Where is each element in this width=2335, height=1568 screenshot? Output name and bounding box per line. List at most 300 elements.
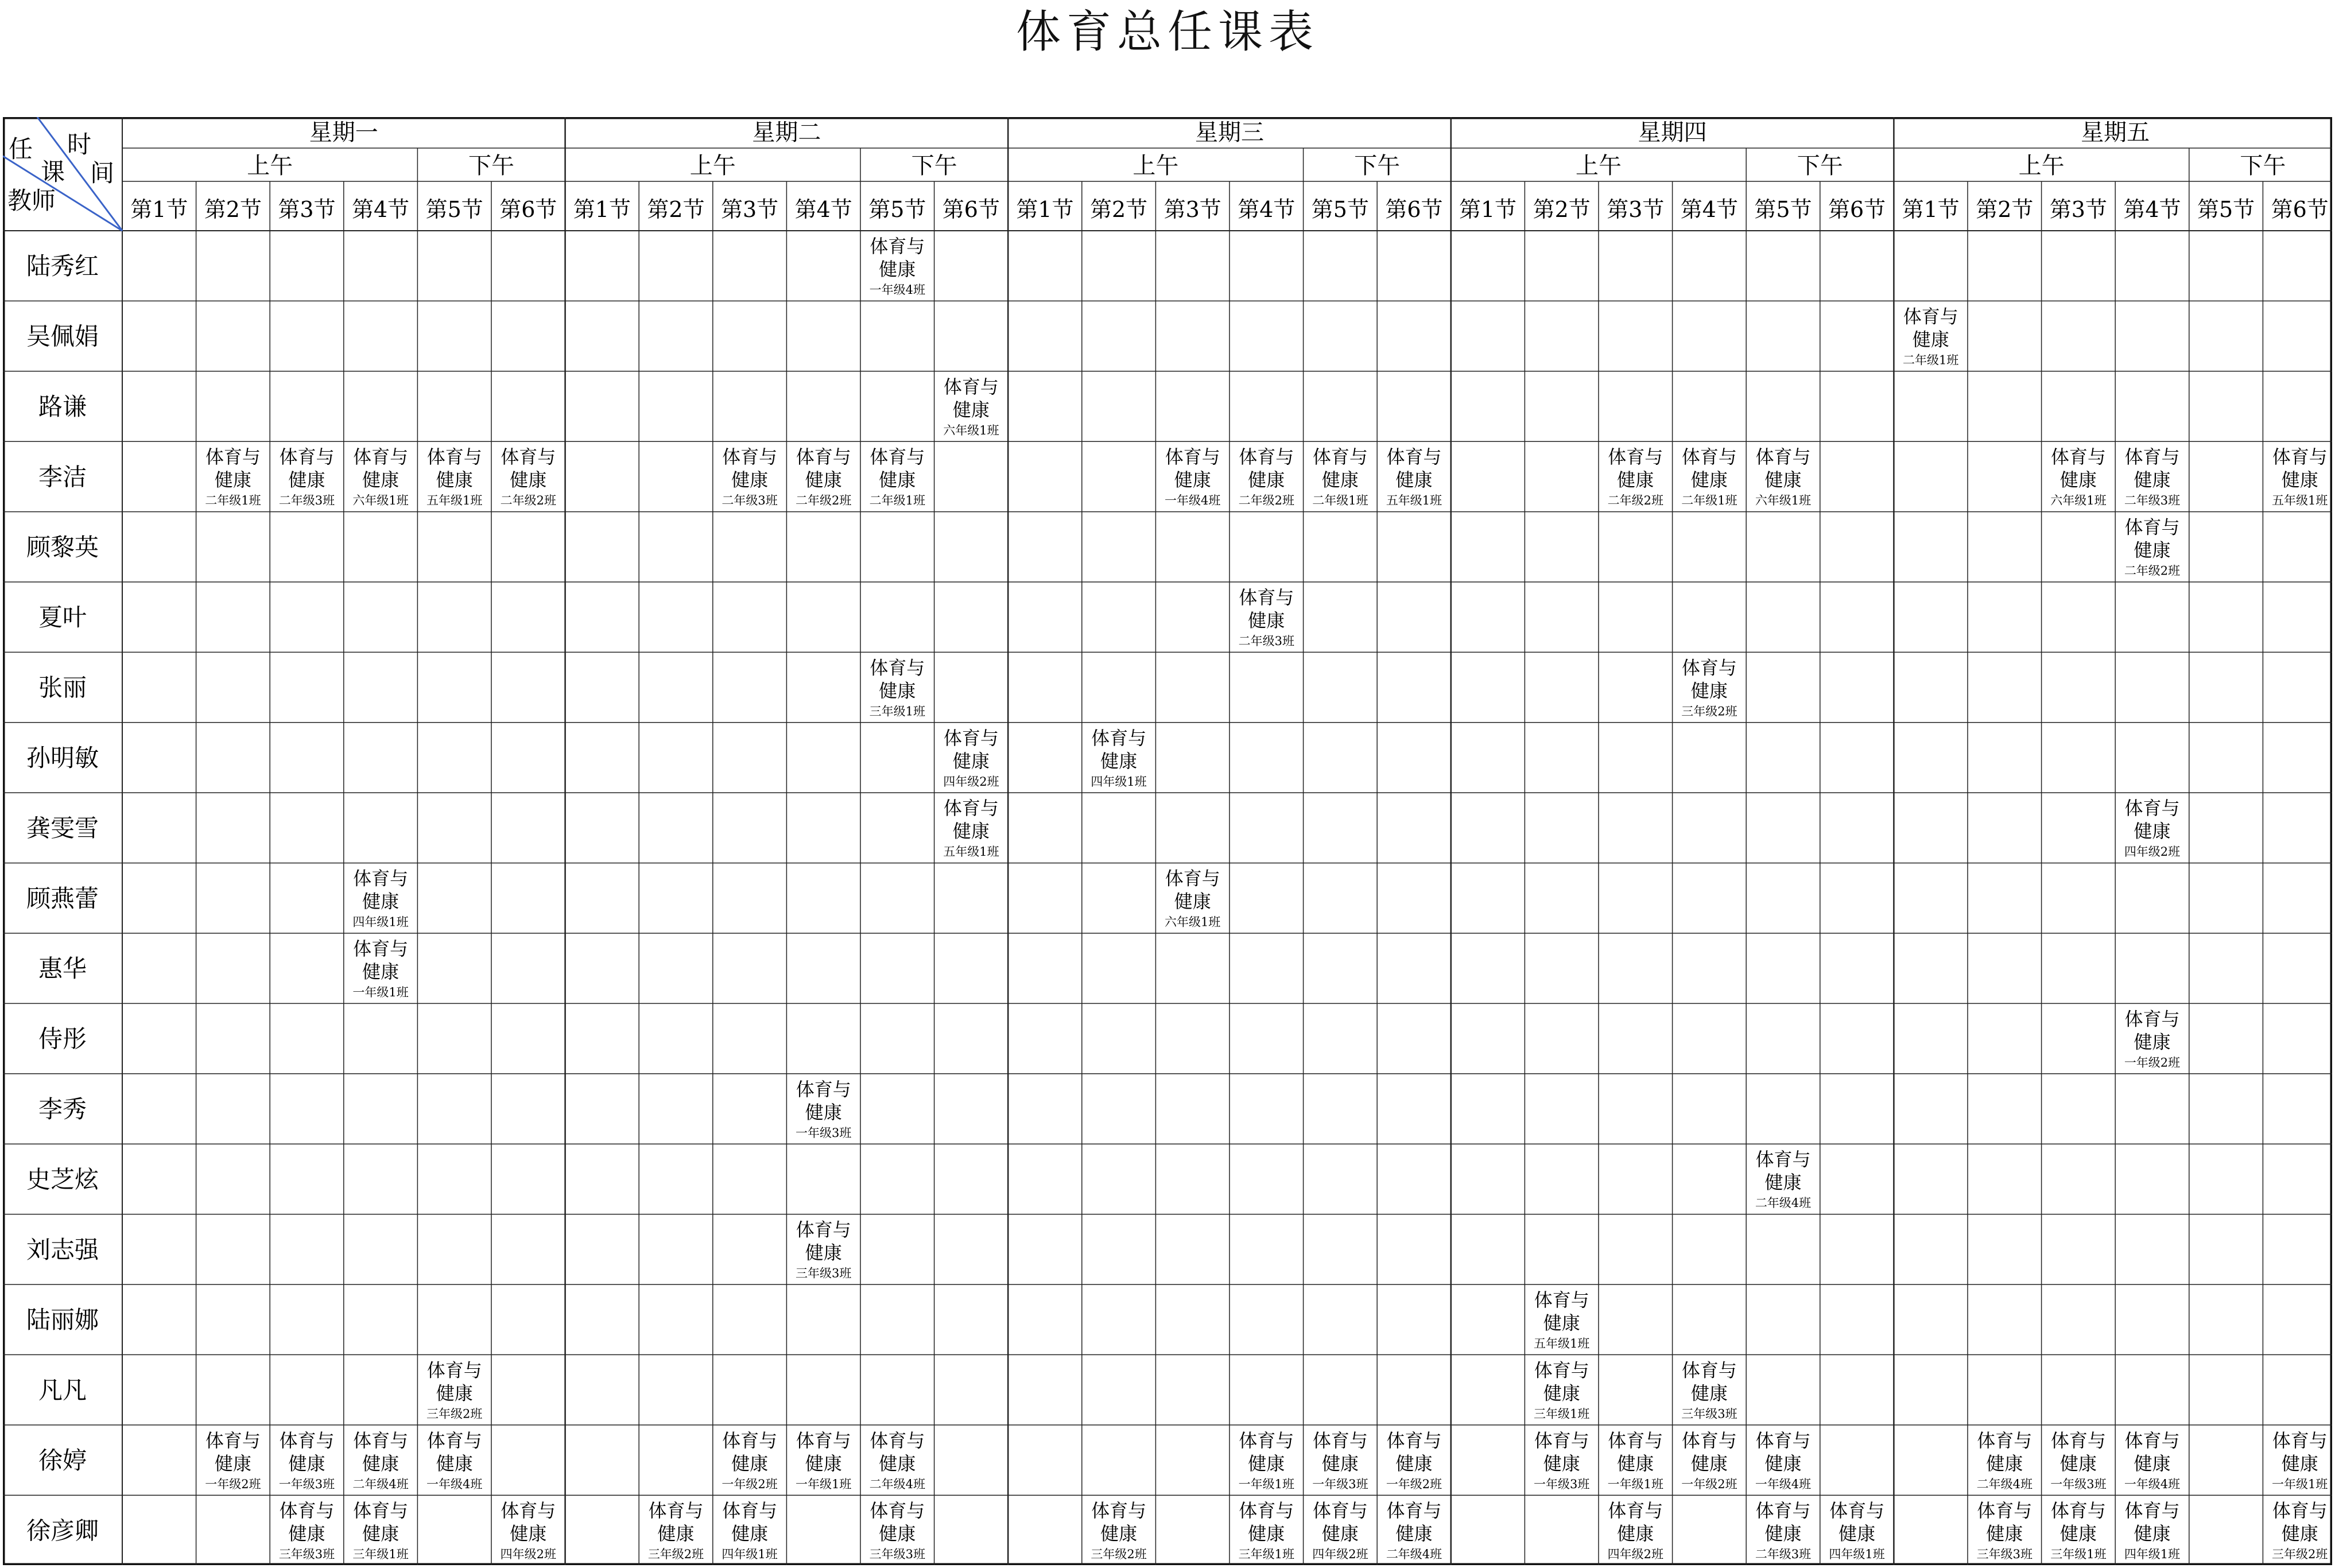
lesson-class: 一年级1班 bbox=[1607, 1477, 1663, 1491]
lesson-class: 三年级3班 bbox=[869, 1547, 925, 1562]
lesson-cell bbox=[1386, 446, 1442, 507]
lesson-class: 五年级1班 bbox=[426, 494, 483, 508]
period-header: 第3节 bbox=[1607, 197, 1665, 222]
lesson-cell bbox=[722, 1500, 777, 1561]
lesson-course-line1: 体育与 bbox=[2050, 446, 2106, 468]
lesson-course-line2: 健康 bbox=[2059, 469, 2097, 491]
lesson-cell bbox=[352, 446, 408, 507]
half-header-am: 上午 bbox=[1132, 153, 1179, 179]
lesson-cell bbox=[2124, 446, 2180, 507]
lesson-class: 四年级2班 bbox=[943, 774, 999, 789]
lesson-course-line2: 健康 bbox=[1912, 328, 1949, 351]
lesson-class: 一年级1班 bbox=[796, 1477, 852, 1491]
lesson-cell bbox=[1829, 1500, 1884, 1561]
lesson-class: 一年级3班 bbox=[278, 1477, 335, 1491]
lesson-course-line1: 体育与 bbox=[1165, 446, 1220, 468]
lesson-cell bbox=[1681, 446, 1737, 507]
lesson-cell bbox=[1977, 1430, 2033, 1491]
lesson-cell bbox=[943, 727, 999, 789]
lesson-class: 二年级3班 bbox=[278, 494, 335, 508]
lesson-course-line1: 体育与 bbox=[279, 1500, 335, 1522]
lesson-course-line1: 体育与 bbox=[1534, 1289, 1589, 1311]
lesson-cell bbox=[870, 1500, 925, 1561]
lesson-class: 二年级2班 bbox=[2124, 564, 2181, 578]
lesson-class: 四年级1班 bbox=[1091, 774, 1147, 789]
lesson-class: 三年级1班 bbox=[352, 1547, 409, 1562]
lesson-course-line1: 体育与 bbox=[353, 1500, 409, 1522]
lesson-class: 一年级1班 bbox=[352, 985, 409, 999]
lesson-course-line2: 健康 bbox=[879, 1523, 916, 1545]
lesson-class: 四年级1班 bbox=[2124, 1547, 2181, 1562]
half-header-am: 上午 bbox=[1576, 153, 1622, 179]
lesson-course-line1: 体育与 bbox=[501, 1500, 556, 1522]
lesson-course-line2: 健康 bbox=[1321, 1452, 1359, 1474]
lesson-course-line2: 健康 bbox=[1764, 469, 1802, 491]
half-header-pm: 下午 bbox=[2240, 153, 2286, 179]
lesson-course-line1: 体育与 bbox=[796, 1429, 851, 1451]
half-header-pm: 下午 bbox=[468, 153, 514, 179]
schedule-body bbox=[26, 235, 2328, 1561]
lesson-class: 二年级2班 bbox=[1238, 494, 1294, 508]
lesson-course-line2: 健康 bbox=[879, 1452, 916, 1474]
period-header: 第4节 bbox=[1680, 197, 1738, 222]
period-header: 第1节 bbox=[1016, 197, 1074, 222]
lesson-cell bbox=[1608, 1430, 1663, 1491]
teacher-name: 张丽 bbox=[38, 673, 87, 702]
lesson-course-line1: 体育与 bbox=[648, 1500, 704, 1522]
half-header-am: 上午 bbox=[689, 153, 736, 179]
lesson-cell bbox=[943, 797, 999, 859]
page-title: 体育总任课表 bbox=[1015, 6, 1319, 58]
lesson-class: 六年级1班 bbox=[352, 494, 409, 508]
lesson-class: 一年级2班 bbox=[1681, 1477, 1737, 1491]
lesson-cell bbox=[796, 1430, 851, 1491]
lesson-cell bbox=[2124, 517, 2180, 578]
lesson-class: 一年级4班 bbox=[869, 283, 925, 297]
lesson-course-line1: 体育与 bbox=[2050, 1500, 2106, 1522]
lesson-course-line2: 健康 bbox=[1543, 1452, 1580, 1474]
lesson-course-line1: 体育与 bbox=[1239, 446, 1294, 468]
lesson-class: 一年级3班 bbox=[796, 1125, 852, 1140]
lesson-course-line1: 体育与 bbox=[870, 235, 925, 257]
half-header-pm: 下午 bbox=[1797, 153, 1843, 179]
lesson-course-line2: 健康 bbox=[1617, 1452, 1654, 1474]
lesson-cell bbox=[1977, 1500, 2033, 1561]
period-header: 第5节 bbox=[425, 197, 483, 222]
lesson-cell bbox=[796, 446, 851, 507]
lesson-cell bbox=[1239, 1500, 1294, 1561]
period-header: 第4节 bbox=[1238, 197, 1296, 222]
lesson-course-line1: 体育与 bbox=[943, 797, 999, 820]
period-header: 第1节 bbox=[573, 197, 631, 222]
lesson-cell bbox=[1239, 1430, 1294, 1491]
lesson-class: 二年级4班 bbox=[1976, 1477, 2033, 1491]
lesson-course-line1: 体育与 bbox=[2124, 446, 2180, 468]
lesson-cell bbox=[1091, 1500, 1146, 1561]
lesson-course-line1: 体育与 bbox=[943, 375, 999, 398]
lesson-course-line1: 体育与 bbox=[353, 446, 409, 468]
lesson-cell bbox=[1312, 1500, 1368, 1561]
period-header: 第6节 bbox=[942, 197, 1000, 222]
lesson-cell bbox=[1534, 1359, 1589, 1420]
lesson-class: 一年级4班 bbox=[426, 1477, 483, 1491]
lesson-course-line1: 体育与 bbox=[796, 446, 851, 468]
period-header: 第6节 bbox=[499, 197, 557, 222]
lesson-course-line1: 体育与 bbox=[1165, 867, 1220, 890]
lesson-course-line2: 健康 bbox=[1321, 1523, 1359, 1545]
lesson-cell bbox=[352, 1500, 408, 1561]
lesson-course-line2: 健康 bbox=[2134, 1452, 2171, 1474]
teacher-name: 徐彦卿 bbox=[26, 1516, 99, 1545]
lesson-course-line1: 体育与 bbox=[2272, 1429, 2328, 1451]
lesson-cell bbox=[1312, 1430, 1368, 1491]
lesson-course-line2: 健康 bbox=[805, 1101, 842, 1123]
lesson-cell bbox=[943, 376, 999, 437]
lesson-course-line2: 健康 bbox=[214, 1452, 251, 1474]
lesson-class: 一年级2班 bbox=[2124, 1055, 2181, 1070]
lesson-cell bbox=[1755, 1500, 1811, 1561]
teacher-name: 陆丽娜 bbox=[26, 1306, 99, 1334]
lesson-course-line2: 健康 bbox=[1174, 469, 1211, 491]
lesson-class: 四年级1班 bbox=[352, 915, 409, 929]
lesson-class: 三年级3班 bbox=[796, 1266, 852, 1280]
lesson-class: 二年级2班 bbox=[796, 494, 852, 508]
teacher-name: 刘志强 bbox=[26, 1235, 99, 1264]
lesson-course-line2: 健康 bbox=[2134, 469, 2171, 491]
corner-label-ren: 任 bbox=[9, 135, 33, 163]
lesson-cell bbox=[352, 938, 408, 999]
lesson-course-line2: 健康 bbox=[2059, 1523, 2097, 1545]
lesson-course-line1: 体育与 bbox=[1534, 1429, 1589, 1451]
lesson-course-line1: 体育与 bbox=[1312, 1500, 1368, 1522]
lesson-course-line1: 体育与 bbox=[1608, 1500, 1663, 1522]
lesson-course-line1: 体育与 bbox=[1681, 1359, 1737, 1381]
period-header: 第2节 bbox=[1533, 197, 1591, 222]
lesson-course-line1: 体育与 bbox=[1386, 1429, 1442, 1451]
period-header: 第5节 bbox=[868, 197, 926, 222]
teacher-name: 龚雯雪 bbox=[26, 814, 99, 843]
lesson-course-line2: 健康 bbox=[1986, 1452, 2023, 1474]
lesson-course-line1: 体育与 bbox=[1755, 446, 1811, 468]
period-header: 第2节 bbox=[1976, 197, 2034, 222]
lesson-course-line2: 健康 bbox=[952, 820, 990, 843]
lesson-course-line1: 体育与 bbox=[353, 938, 409, 960]
teacher-name: 史芝炫 bbox=[26, 1165, 99, 1194]
corner-label-jian: 间 bbox=[90, 159, 115, 187]
lesson-course-line2: 健康 bbox=[1690, 1452, 1728, 1474]
lesson-course-line1: 体育与 bbox=[1681, 657, 1737, 679]
lesson-class: 二年级1班 bbox=[205, 494, 261, 508]
lesson-course-line1: 体育与 bbox=[1312, 446, 1368, 468]
half-header-am: 上午 bbox=[2018, 153, 2065, 179]
lesson-cell bbox=[205, 446, 261, 507]
lesson-course-line2: 健康 bbox=[805, 469, 842, 491]
period-header: 第6节 bbox=[1385, 197, 1443, 222]
lesson-course-line2: 健康 bbox=[2281, 1452, 2318, 1474]
half-header-am: 上午 bbox=[247, 153, 293, 179]
day-header-1: 星期一 bbox=[309, 119, 378, 146]
lesson-course-line2: 健康 bbox=[362, 469, 399, 491]
lesson-course-line2: 健康 bbox=[2134, 1523, 2171, 1545]
lesson-cell bbox=[2050, 1500, 2106, 1561]
lesson-cell bbox=[426, 446, 482, 507]
lesson-course-line2: 健康 bbox=[1690, 469, 1728, 491]
lesson-course-line2: 健康 bbox=[362, 890, 399, 913]
lesson-class: 二年级2班 bbox=[1607, 494, 1663, 508]
lesson-course-line1: 体育与 bbox=[1681, 1429, 1737, 1451]
lesson-cell bbox=[722, 446, 777, 507]
lesson-cell bbox=[279, 1500, 335, 1561]
lesson-course-line2: 健康 bbox=[436, 1452, 473, 1474]
period-header: 第6节 bbox=[1828, 197, 1886, 222]
lesson-course-line1: 体育与 bbox=[279, 1429, 335, 1451]
lesson-class: 一年级2班 bbox=[722, 1477, 778, 1491]
lesson-cell bbox=[1755, 1148, 1811, 1210]
lesson-cell bbox=[501, 1500, 556, 1561]
lesson-course-line2: 健康 bbox=[510, 1523, 547, 1545]
lesson-course-line1: 体育与 bbox=[1239, 587, 1294, 608]
period-header: 第2节 bbox=[1090, 197, 1148, 222]
lesson-class: 一年级2班 bbox=[1386, 1477, 1442, 1491]
lesson-course-line1: 体育与 bbox=[1903, 305, 1958, 328]
lesson-course-line2: 健康 bbox=[879, 469, 916, 491]
lesson-course-line2: 健康 bbox=[362, 1452, 399, 1474]
lesson-course-line2: 健康 bbox=[1100, 750, 1138, 772]
lesson-class: 一年级3班 bbox=[1534, 1477, 1590, 1491]
lesson-class: 三年级2班 bbox=[647, 1547, 704, 1562]
teacher-name: 惠华 bbox=[38, 954, 87, 983]
period-header: 第6节 bbox=[2271, 197, 2329, 222]
lesson-cell bbox=[870, 1430, 925, 1491]
lesson-course-line1: 体育与 bbox=[2124, 1500, 2180, 1522]
lesson-course-line1: 体育与 bbox=[426, 1359, 482, 1381]
lesson-class: 五年级1班 bbox=[1386, 494, 1442, 508]
period-header: 第3节 bbox=[721, 197, 779, 222]
teacher-name: 侍彤 bbox=[38, 1024, 87, 1053]
lesson-course-line1: 体育与 bbox=[353, 867, 409, 890]
lesson-class: 四年级2班 bbox=[1607, 1547, 1663, 1562]
teacher-name: 李洁 bbox=[38, 463, 87, 491]
lesson-course-line2: 健康 bbox=[288, 469, 325, 491]
lesson-course-line1: 体育与 bbox=[2124, 797, 2180, 820]
lesson-course-line1: 体育与 bbox=[426, 446, 482, 468]
lesson-course-line2: 健康 bbox=[362, 961, 399, 983]
lesson-course-line1: 体育与 bbox=[1091, 1500, 1147, 1522]
lesson-cell bbox=[796, 1078, 851, 1140]
lesson-course-line2: 健康 bbox=[1174, 890, 1211, 913]
lesson-course-line1: 体育与 bbox=[353, 1429, 409, 1451]
lesson-cell bbox=[426, 1359, 482, 1420]
lesson-class: 二年级4班 bbox=[1755, 1196, 1812, 1210]
lesson-course-line2: 健康 bbox=[1690, 1382, 1728, 1404]
lesson-cell bbox=[501, 446, 556, 507]
lesson-cell bbox=[2124, 1008, 2180, 1069]
lesson-cell bbox=[1681, 657, 1737, 718]
lesson-class: 六年级1班 bbox=[943, 423, 999, 437]
lesson-course-line2: 健康 bbox=[1100, 1523, 1138, 1545]
lesson-course-line1: 体育与 bbox=[2124, 1008, 2180, 1030]
lesson-course-line1: 体育与 bbox=[2124, 1429, 2180, 1451]
lesson-class: 一年级3班 bbox=[2050, 1477, 2107, 1491]
teacher-name: 顾燕蕾 bbox=[26, 884, 99, 913]
lesson-course-line1: 体育与 bbox=[2272, 1500, 2328, 1522]
lesson-cell bbox=[279, 446, 335, 507]
half-header-pm: 下午 bbox=[911, 153, 957, 179]
lesson-cell bbox=[205, 1430, 261, 1491]
lesson-course-line1: 体育与 bbox=[1091, 727, 1147, 749]
lesson-course-line2: 健康 bbox=[288, 1523, 325, 1545]
period-header: 第4节 bbox=[352, 197, 410, 222]
lesson-cell bbox=[2124, 1500, 2180, 1561]
lesson-cell bbox=[2272, 446, 2328, 507]
period-header: 第5节 bbox=[1754, 197, 1812, 222]
lesson-class: 一年级2班 bbox=[205, 1477, 261, 1491]
lesson-class: 三年级2班 bbox=[426, 1407, 483, 1421]
lesson-class: 一年级4班 bbox=[2124, 1477, 2181, 1491]
lesson-cell bbox=[2050, 446, 2106, 507]
period-header: 第2节 bbox=[204, 197, 262, 222]
lesson-course-line1: 体育与 bbox=[1386, 1500, 1442, 1522]
lesson-course-line2: 健康 bbox=[805, 1452, 842, 1474]
lesson-class: 二年级3班 bbox=[2124, 494, 2181, 508]
lesson-cell bbox=[1165, 446, 1220, 507]
period-header: 第1节 bbox=[130, 197, 188, 222]
lesson-course-line2: 健康 bbox=[657, 1523, 695, 1545]
lesson-cell bbox=[352, 1430, 408, 1491]
lesson-course-line2: 健康 bbox=[731, 469, 769, 491]
teacher-name: 吴佩娟 bbox=[26, 322, 99, 351]
lesson-cell bbox=[1312, 446, 1368, 507]
lesson-cell bbox=[426, 1430, 482, 1491]
lesson-class: 三年级1班 bbox=[869, 704, 925, 719]
lesson-course-line2: 健康 bbox=[879, 680, 916, 702]
lesson-course-line2: 健康 bbox=[2134, 539, 2171, 561]
lesson-course-line1: 体育与 bbox=[1977, 1429, 2033, 1451]
lesson-class: 四年级2班 bbox=[2124, 845, 2181, 859]
lesson-course-line2: 健康 bbox=[731, 1523, 769, 1545]
lesson-course-line2: 健康 bbox=[288, 1452, 325, 1474]
lesson-course-line1: 体育与 bbox=[1755, 1148, 1811, 1171]
teacher-name: 徐婷 bbox=[38, 1446, 87, 1474]
lesson-class: 五年级1班 bbox=[943, 845, 999, 859]
lesson-cell bbox=[1903, 305, 1958, 367]
lesson-class: 一年级1班 bbox=[2272, 1477, 2328, 1491]
lesson-course-line1: 体育与 bbox=[1755, 1429, 1811, 1451]
lesson-course-line2: 健康 bbox=[1764, 1452, 1802, 1474]
teacher-name: 路谦 bbox=[38, 393, 87, 421]
lesson-cell bbox=[1755, 1430, 1811, 1491]
lesson-cell bbox=[1386, 1500, 1442, 1561]
lesson-course-line2: 健康 bbox=[1321, 469, 1359, 491]
lesson-class: 四年级1班 bbox=[1829, 1547, 1885, 1562]
lesson-class: 三年级1班 bbox=[1238, 1547, 1294, 1562]
day-header-2: 星期二 bbox=[752, 119, 821, 146]
lesson-course-line2: 健康 bbox=[1838, 1523, 1876, 1545]
lesson-cell bbox=[1091, 727, 1146, 789]
lesson-class: 三年级2班 bbox=[1681, 704, 1737, 719]
lesson-course-line2: 健康 bbox=[1248, 610, 1285, 631]
lesson-class: 一年级4班 bbox=[1755, 1477, 1812, 1491]
period-header: 第1节 bbox=[1902, 197, 1960, 222]
lesson-class: 二年级4班 bbox=[1386, 1547, 1442, 1562]
period-header: 第5节 bbox=[2197, 197, 2255, 222]
lesson-class: 一年级4班 bbox=[1165, 494, 1221, 508]
lesson-course-line2: 健康 bbox=[1690, 680, 1728, 702]
teacher-name: 陆秀红 bbox=[26, 252, 99, 281]
grid-lines bbox=[3, 117, 2332, 1565]
lesson-course-line2: 健康 bbox=[2134, 1031, 2171, 1053]
teacher-name: 夏叶 bbox=[38, 603, 87, 632]
teacher-name: 李秀 bbox=[38, 1095, 87, 1123]
corner-header bbox=[3, 117, 122, 231]
lesson-course-line2: 健康 bbox=[1543, 1312, 1580, 1334]
lesson-course-line1: 体育与 bbox=[722, 1429, 778, 1451]
lesson-class: 二年级3班 bbox=[1755, 1547, 1812, 1562]
lesson-course-line2: 健康 bbox=[1764, 1171, 1802, 1194]
lesson-class: 二年级2班 bbox=[500, 494, 556, 508]
lesson-class: 一年级3班 bbox=[1312, 1477, 1368, 1491]
lesson-course-line1: 体育与 bbox=[1534, 1359, 1589, 1381]
corner-label-shi: 时 bbox=[67, 130, 92, 158]
lesson-class: 二年级1班 bbox=[869, 494, 925, 508]
teacher-name: 顾黎英 bbox=[26, 533, 99, 561]
lesson-class: 二年级4班 bbox=[869, 1477, 925, 1491]
lesson-cell bbox=[1608, 446, 1663, 507]
lesson-cell bbox=[2272, 1500, 2328, 1561]
lesson-class: 二年级3班 bbox=[722, 494, 778, 508]
lesson-course-line1: 体育与 bbox=[2124, 516, 2180, 538]
lesson-course-line1: 体育与 bbox=[796, 1218, 851, 1241]
lesson-class: 六年级1班 bbox=[1755, 494, 1812, 508]
lesson-cell bbox=[2272, 1430, 2328, 1491]
lesson-class: 二年级3班 bbox=[1238, 634, 1294, 648]
lesson-course-line2: 健康 bbox=[1617, 1523, 1654, 1545]
lesson-course-line2: 健康 bbox=[1248, 1523, 1285, 1545]
lesson-class: 六年级1班 bbox=[2050, 494, 2107, 508]
lesson-cell bbox=[2124, 797, 2180, 859]
lesson-cell bbox=[1608, 1500, 1663, 1561]
period-header: 第3节 bbox=[278, 197, 336, 222]
corner-label-ke: 课 bbox=[41, 158, 65, 186]
period-header: 第2节 bbox=[647, 197, 705, 222]
lesson-class: 二年级4班 bbox=[352, 1477, 409, 1491]
lesson-course-line1: 体育与 bbox=[1239, 1429, 1294, 1451]
lesson-course-line1: 体育与 bbox=[870, 1500, 925, 1522]
lesson-course-line2: 健康 bbox=[805, 1241, 842, 1264]
lesson-course-line1: 体育与 bbox=[279, 446, 335, 468]
lesson-course-line2: 健康 bbox=[214, 469, 251, 491]
lesson-class: 六年级1班 bbox=[1165, 915, 1221, 929]
lesson-course-line1: 体育与 bbox=[426, 1429, 482, 1451]
lesson-cell bbox=[1239, 446, 1294, 507]
lesson-class: 三年级1班 bbox=[2050, 1547, 2107, 1562]
lesson-class: 三年级2班 bbox=[1091, 1547, 1147, 1562]
lesson-class: 一年级1班 bbox=[1238, 1477, 1294, 1491]
lesson-course-line2: 健康 bbox=[2281, 469, 2318, 491]
lesson-course-line1: 体育与 bbox=[2050, 1429, 2106, 1451]
lesson-class: 四年级2班 bbox=[500, 1547, 556, 1562]
lesson-course-line1: 体育与 bbox=[1239, 1500, 1294, 1522]
lesson-course-line2: 健康 bbox=[1248, 1452, 1285, 1474]
lesson-course-line1: 体育与 bbox=[501, 446, 556, 468]
lesson-course-line2: 健康 bbox=[1395, 1452, 1433, 1474]
lesson-course-line1: 体育与 bbox=[1681, 446, 1737, 468]
lesson-course-line1: 体育与 bbox=[1312, 1429, 1368, 1451]
lesson-course-line2: 健康 bbox=[2059, 1452, 2097, 1474]
lesson-class: 三年级3班 bbox=[278, 1547, 335, 1562]
period-header: 第3节 bbox=[2049, 197, 2107, 222]
lesson-course-line1: 体育与 bbox=[1755, 1500, 1811, 1522]
